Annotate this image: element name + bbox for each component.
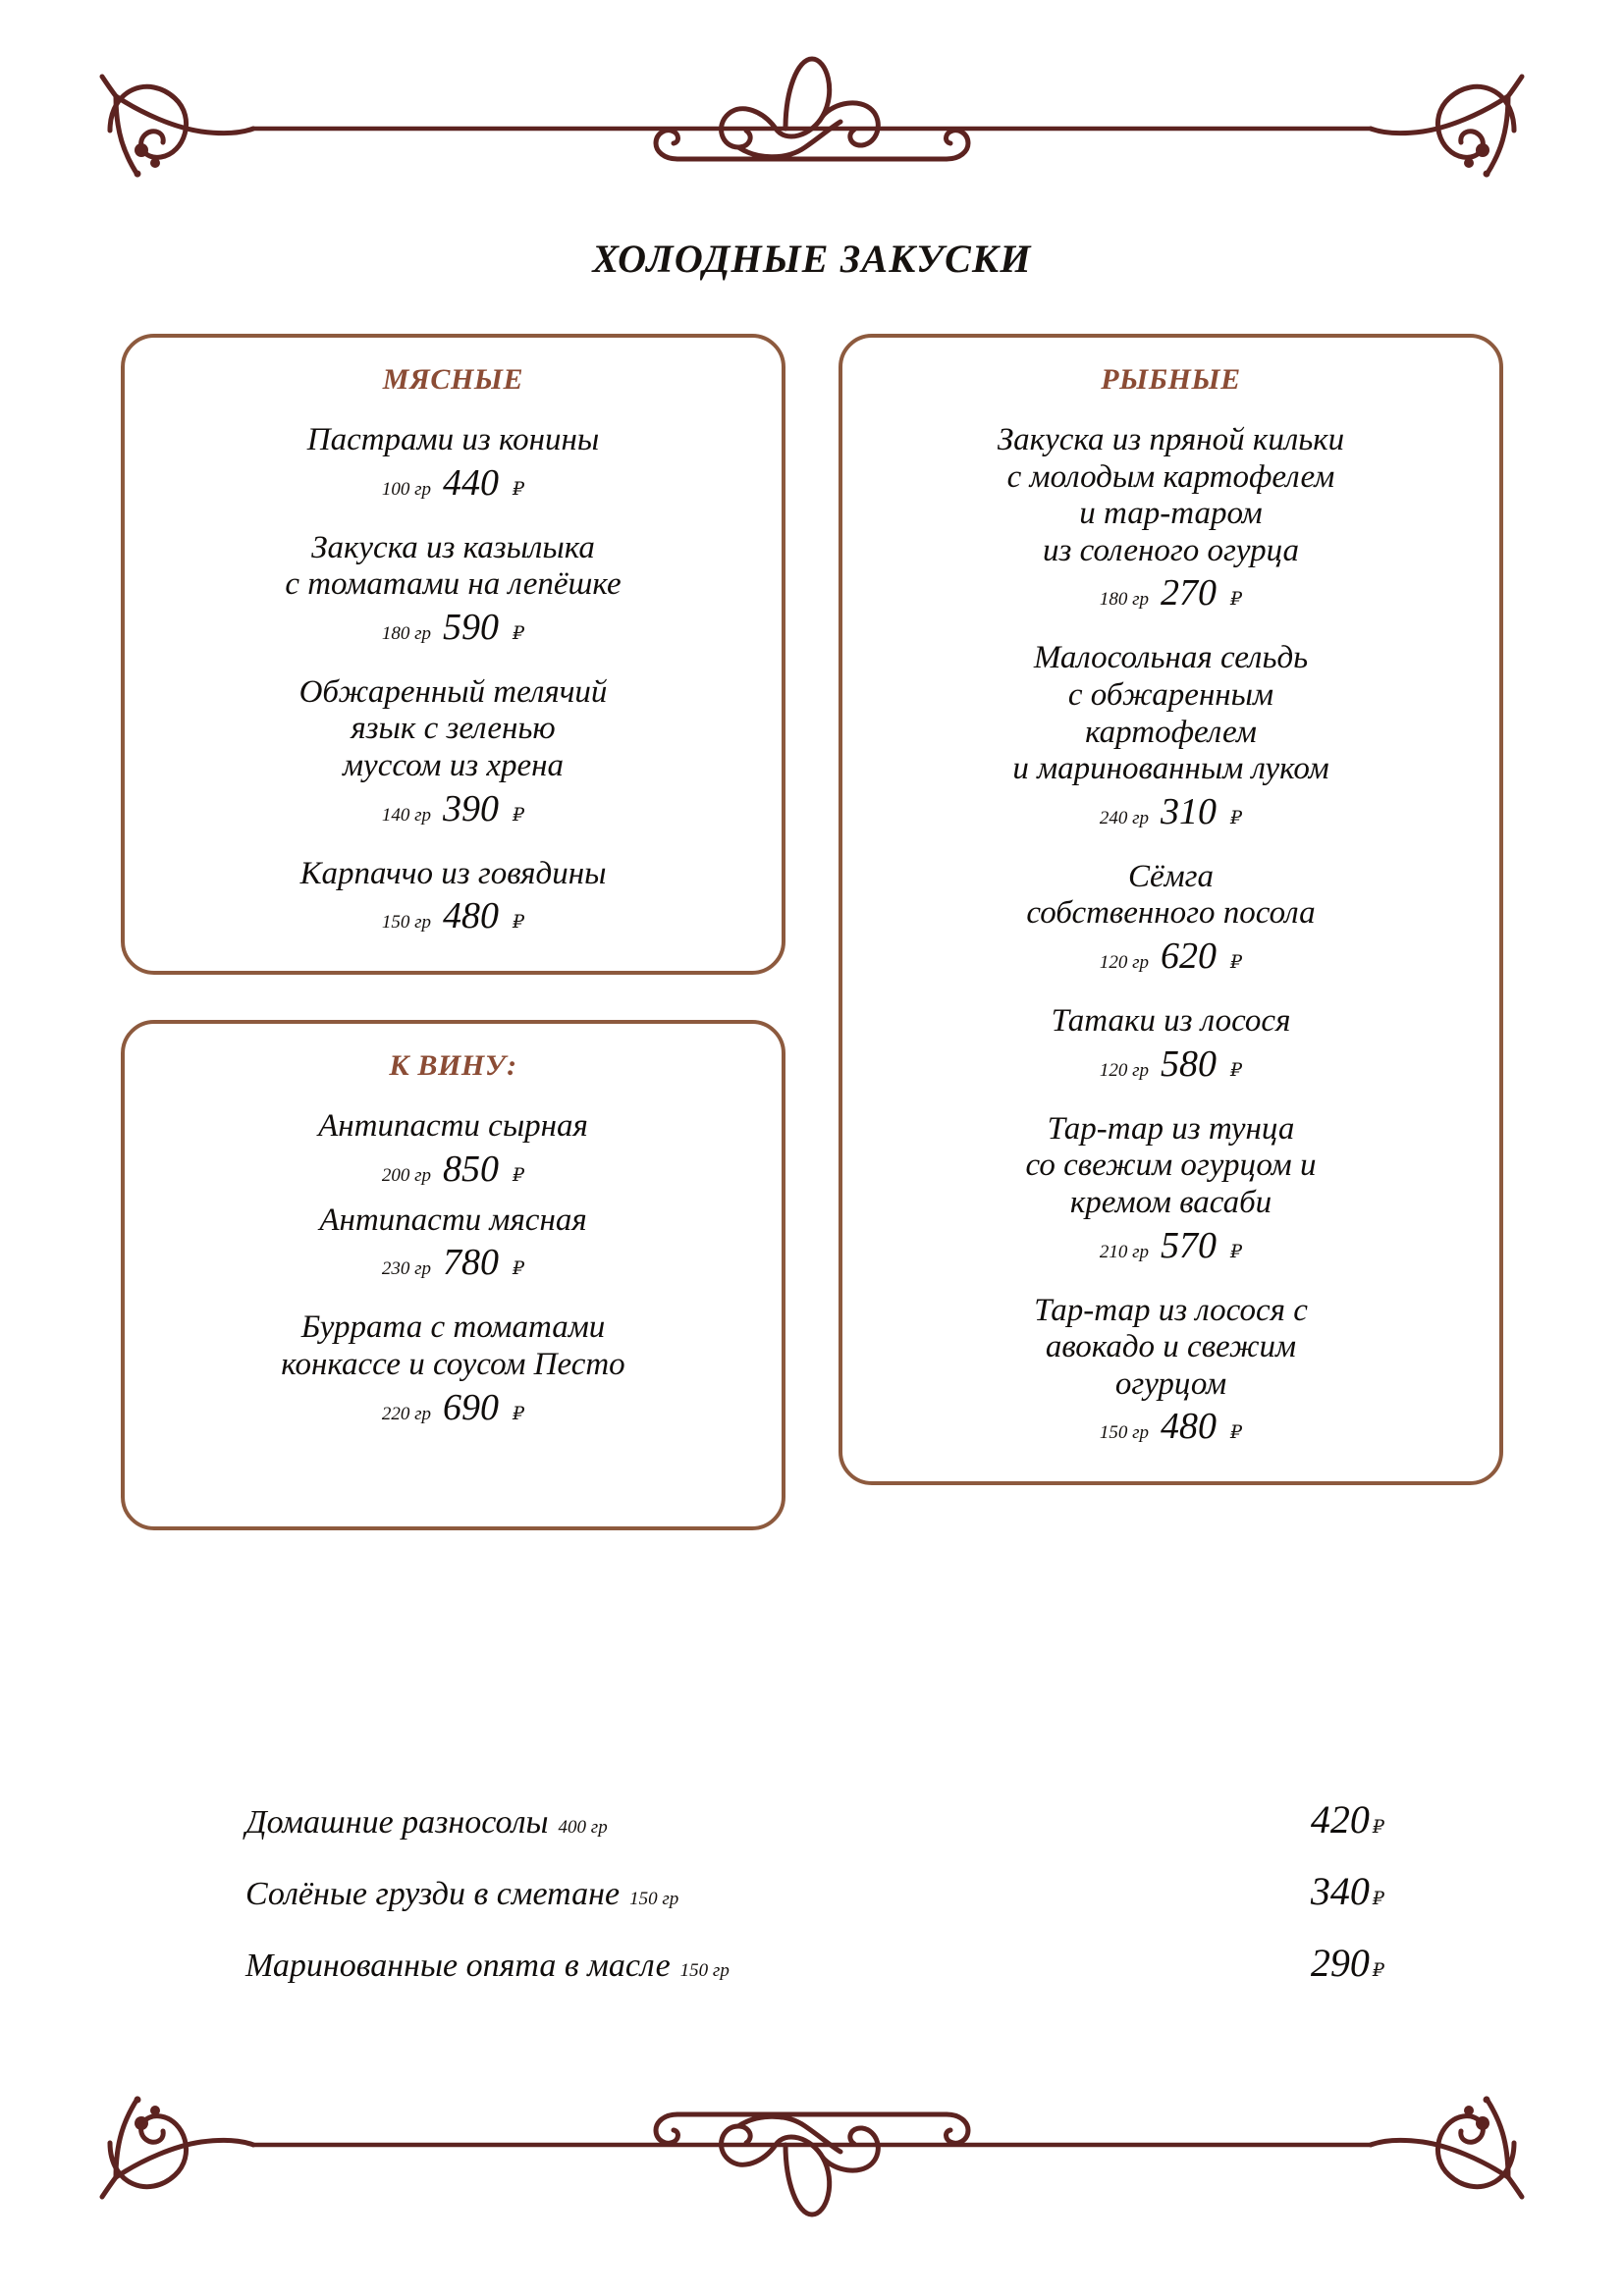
item-weight: 180 гр — [381, 622, 432, 644]
item-weight: 200 гр — [381, 1164, 432, 1186]
footer-item-weight: 150 гр — [679, 1960, 730, 1981]
currency-symbol: ₽ — [1372, 1960, 1384, 1981]
section-title-fish: РЫБНЫЕ — [1101, 363, 1241, 396]
item-name-line2: собственного посола — [1026, 895, 1316, 932]
item-price: 590 — [443, 606, 500, 648]
item-weight: 150 гр — [381, 912, 432, 934]
item-meta — [876, 1405, 1466, 1448]
item-name: Антипасти мясная — [319, 1201, 587, 1238]
item-price: 440 — [443, 461, 500, 504]
bottom-ornament — [0, 2079, 1624, 2236]
menu-item[interactable] — [876, 1003, 1466, 1086]
section-card-fish — [839, 334, 1503, 1485]
footer-item-left — [245, 1948, 730, 1985]
item-meta — [876, 934, 1466, 978]
footer-item-left — [245, 1804, 608, 1842]
currency-symbol: ₽ — [1230, 952, 1243, 974]
item-price: 390 — [443, 787, 500, 829]
currency-symbol: ₽ — [513, 622, 525, 644]
currency-symbol: ₽ — [513, 478, 525, 500]
item-price: 690 — [443, 1386, 500, 1428]
item-meta — [876, 571, 1466, 614]
item-meta — [158, 606, 748, 649]
item-name-line2: с молодым картофелем — [1006, 458, 1335, 495]
currency-symbol: ₽ — [1372, 1889, 1384, 1909]
item-meta — [158, 1148, 748, 1191]
item-name: Сёмга — [1127, 858, 1215, 894]
item-name: Тар-тар из лосося с — [1034, 1292, 1308, 1328]
item-price: 620 — [1161, 935, 1218, 978]
item-name-line2: авокадо и свежим — [1045, 1329, 1297, 1365]
item-name-line2: с обжаренным — [1067, 677, 1274, 714]
item-meta — [876, 1224, 1466, 1267]
footer-item-price-block — [1311, 1796, 1404, 1842]
item-name: Малосольная сельдь — [1033, 640, 1309, 676]
footer-item-left — [245, 1876, 678, 1913]
currency-symbol: ₽ — [513, 1403, 525, 1424]
item-name-line2: конкассе и соусом Песто — [281, 1347, 625, 1383]
item-weight: 180 гр — [1099, 589, 1150, 611]
currency-symbol: ₽ — [1230, 1422, 1243, 1444]
footer-item-name: Маринованные опята в масле — [245, 1948, 671, 1984]
currency-symbol: ₽ — [513, 1164, 525, 1186]
item-meta — [158, 787, 748, 830]
item-price: 850 — [443, 1148, 500, 1190]
menu-item[interactable] — [158, 1202, 748, 1285]
item-price: 480 — [443, 895, 500, 937]
footer-item-row[interactable] — [245, 1868, 1404, 1914]
item-weight: 100 гр — [381, 478, 432, 500]
item-weight: 120 гр — [1099, 952, 1150, 974]
item-name: Антипасти сырная — [318, 1108, 588, 1145]
item-name-line2: со свежим огурцом и — [1025, 1148, 1317, 1184]
item-name-line3: картофелем — [1085, 714, 1257, 750]
menu-item[interactable] — [158, 422, 748, 505]
item-name-line3: огурцом — [1114, 1365, 1227, 1402]
item-weight: 220 гр — [381, 1403, 432, 1424]
item-name: Карпаччо из говядины — [299, 855, 607, 891]
menu-item[interactable] — [876, 640, 1466, 832]
menu-item[interactable] — [158, 1309, 748, 1428]
item-name: Закуска из пряной кильки — [997, 422, 1345, 457]
menu-item[interactable] — [876, 859, 1466, 978]
item-name: Закуска из казылыка — [311, 529, 595, 565]
currency-symbol: ₽ — [1230, 1241, 1243, 1262]
page-title: ХОЛОДНЫЕ ЗАКУСКИ — [592, 237, 1032, 281]
item-meta — [158, 1241, 748, 1284]
item-name: Татаки из лосося — [1051, 1003, 1291, 1040]
menu-item[interactable] — [158, 530, 748, 649]
item-price: 780 — [443, 1242, 500, 1284]
item-name-line3: кремом васаби — [1069, 1184, 1272, 1220]
footer-item-name: Домашние разносолы — [245, 1804, 549, 1841]
item-meta — [876, 1042, 1466, 1086]
bottom-ornament-svg — [0, 2079, 1624, 2236]
item-weight: 140 гр — [381, 804, 432, 826]
footer-item-price: 340 — [1310, 1869, 1370, 1913]
menu-columns — [0, 334, 1624, 1530]
item-price: 480 — [1161, 1406, 1218, 1448]
menu-item[interactable] — [158, 856, 748, 938]
item-weight: 230 гр — [381, 1258, 432, 1280]
item-weight: 210 гр — [1099, 1241, 1150, 1262]
item-name-line2: с томатами на лепёшке — [285, 566, 622, 603]
right-column — [839, 334, 1503, 1485]
item-price: 310 — [1161, 790, 1218, 832]
item-weight: 150 гр — [1099, 1422, 1150, 1444]
footer-item-list — [245, 1796, 1404, 1986]
footer-item-name: Солёные грузди в сметане — [245, 1876, 621, 1912]
item-name-line3: муссом из хрена — [342, 748, 565, 784]
currency-symbol: ₽ — [1230, 807, 1243, 828]
item-name-line3: и тар-таром — [1079, 496, 1263, 532]
item-name: Обжаренный телячий — [298, 673, 608, 710]
currency-symbol: ₽ — [513, 804, 525, 826]
footer-item-row[interactable] — [245, 1940, 1404, 1986]
menu-item[interactable] — [876, 1111, 1466, 1267]
item-price: 270 — [1161, 572, 1218, 614]
item-weight: 120 гр — [1099, 1059, 1150, 1081]
footer-item-weight: 400 гр — [558, 1817, 608, 1838]
footer-item-price: 420 — [1310, 1797, 1370, 1842]
item-meta — [158, 461, 748, 505]
currency-symbol: ₽ — [1372, 1817, 1384, 1838]
item-name: Тар-тар из тунца — [1047, 1110, 1295, 1147]
currency-symbol: ₽ — [1230, 1059, 1243, 1081]
footer-item-price: 290 — [1310, 1941, 1370, 1985]
item-name: Пастрами из конины — [306, 422, 600, 457]
section-card-wine — [121, 1020, 785, 1530]
item-name-line4: из соленого огурца — [1043, 532, 1299, 568]
section-title-wine: К ВИНУ: — [389, 1049, 517, 1083]
menu-item[interactable] — [158, 1108, 748, 1191]
item-name-line4: и маринованным луком — [1012, 751, 1329, 787]
currency-symbol: ₽ — [513, 912, 525, 934]
item-price: 580 — [1161, 1042, 1218, 1085]
top-ornament-svg — [0, 37, 1624, 194]
item-meta — [876, 790, 1466, 833]
item-meta — [158, 1386, 748, 1429]
item-meta — [158, 894, 748, 937]
item-name: Буррата с томатами — [300, 1309, 606, 1346]
item-price: 570 — [1161, 1224, 1218, 1266]
menu-item[interactable] — [876, 1293, 1466, 1449]
footer-item-price-block — [1311, 1868, 1404, 1914]
section-title-meat: МЯСНЫЕ — [382, 363, 524, 396]
top-ornament — [0, 37, 1624, 194]
menu-item[interactable] — [876, 422, 1466, 614]
left-column — [121, 334, 785, 1530]
currency-symbol: ₽ — [1230, 589, 1243, 611]
menu-item[interactable] — [158, 674, 748, 830]
currency-symbol: ₽ — [513, 1258, 525, 1280]
item-name-line2: язык с зеленью — [351, 711, 556, 747]
footer-item-price-block — [1311, 1940, 1404, 1986]
item-weight: 240 гр — [1099, 807, 1150, 828]
section-card-meat — [121, 334, 785, 975]
footer-item-row[interactable] — [245, 1796, 1404, 1842]
footer-item-weight: 150 гр — [629, 1889, 679, 1909]
